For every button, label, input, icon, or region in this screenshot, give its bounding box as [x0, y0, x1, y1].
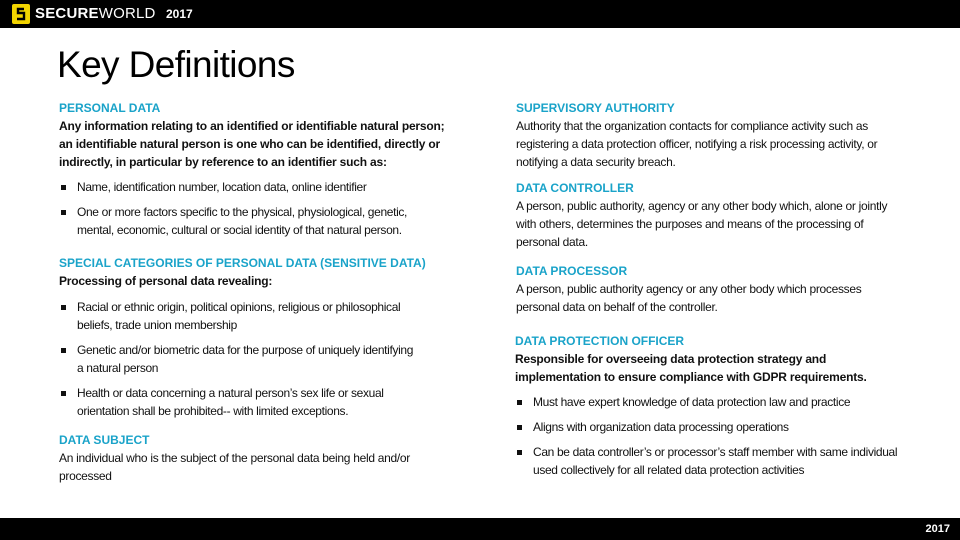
definition-line: indirectly, in particular by reference to an identifier such as:	[59, 155, 387, 169]
section-heading: DATA PROTECTION OFFICER	[515, 334, 685, 348]
secureworld-logo-icon	[12, 4, 30, 24]
brand-name: SECUREWORLD	[35, 5, 156, 22]
dpo-section	[515, 332, 935, 479]
definition-line: registering a data protection officer, notifying a risk processing activity, or	[516, 137, 878, 151]
definition-line: personal data.	[516, 235, 588, 249]
definition-line: Any information relating to an identified or identifiable natural person;	[59, 119, 445, 133]
list-item: Must have expert knowledge of data protection law and practice	[515, 393, 935, 411]
data-processor-section	[516, 262, 936, 316]
section-heading: PERSONAL DATA	[59, 101, 161, 115]
definition-line: A person, public authority agency or any other body which processes	[516, 282, 862, 296]
bullet-list	[515, 393, 935, 479]
list-item: One or more factors specific to the physical, physiological, genetic, mental, economic, cultural or social identity of that natural person.	[59, 203, 479, 239]
definition-line: notifying a data security breach.	[516, 155, 676, 169]
section-heading: DATA PROCESSOR	[516, 264, 628, 278]
top-banner	[0, 0, 960, 28]
section-heading: SPECIAL CATEGORIES OF PERSONAL DATA (SENSITIVE DATA)	[59, 256, 426, 270]
bullet-list	[59, 298, 479, 420]
definition-line: Responsible for overseeing data protection strategy and	[515, 352, 827, 366]
list-item: Health or data concerning a natural person’s sex life or sexual orientation shall be prohibited-- with limited exceptions.	[59, 384, 479, 420]
definition-line: An individual who is the subject of the personal data being held and/or	[59, 451, 410, 465]
section-heading: DATA CONTROLLER	[516, 181, 634, 195]
definition-line: with others, determines the purposes and means of the processing of	[516, 217, 864, 231]
list-item: Racial or ethnic origin, political opinions, religious or philosophical beliefs, trade union membership	[59, 298, 479, 334]
definition-line: processed	[59, 469, 112, 483]
definition-line: Processing of personal data revealing:	[59, 274, 273, 288]
list-item: Can be data controller’s or processor’s staff member with same individual used collectively for all related data protection activities	[515, 443, 935, 479]
section-heading: DATA SUBJECT	[59, 433, 150, 447]
definition-line: implementation to ensure compliance with GDPR requirements.	[515, 370, 867, 384]
definition-line: personal data on behalf of the controller.	[516, 300, 718, 314]
definition-line: an identifiable natural person is one who can be identified, directly or	[59, 137, 441, 151]
slide-title: Key Definitions	[57, 44, 295, 85]
special-categories-section	[59, 254, 479, 420]
list-item: Name, identification number, location data, online identifier	[59, 178, 479, 196]
list-item: Genetic and/or biometric data for the purpose of uniquely identifying a natural person	[59, 341, 479, 377]
bottom-banner	[0, 518, 960, 540]
data-controller-section	[516, 179, 936, 251]
section-heading: SUPERVISORY AUTHORITY	[516, 101, 675, 115]
bullet-list	[59, 178, 479, 239]
list-item: Aligns with organization data processing operations	[515, 418, 935, 436]
definition-line: A person, public authority, agency or any other body which, alone or jointly	[516, 199, 888, 213]
supervisory-authority-section	[516, 99, 936, 171]
header-year: 2017	[166, 7, 193, 21]
personal-data-section	[59, 99, 479, 239]
footer-year: 2017	[925, 523, 950, 535]
definition-line: Authority that the organization contacts for compliance activity such as	[516, 119, 868, 133]
data-subject-section	[59, 431, 479, 485]
